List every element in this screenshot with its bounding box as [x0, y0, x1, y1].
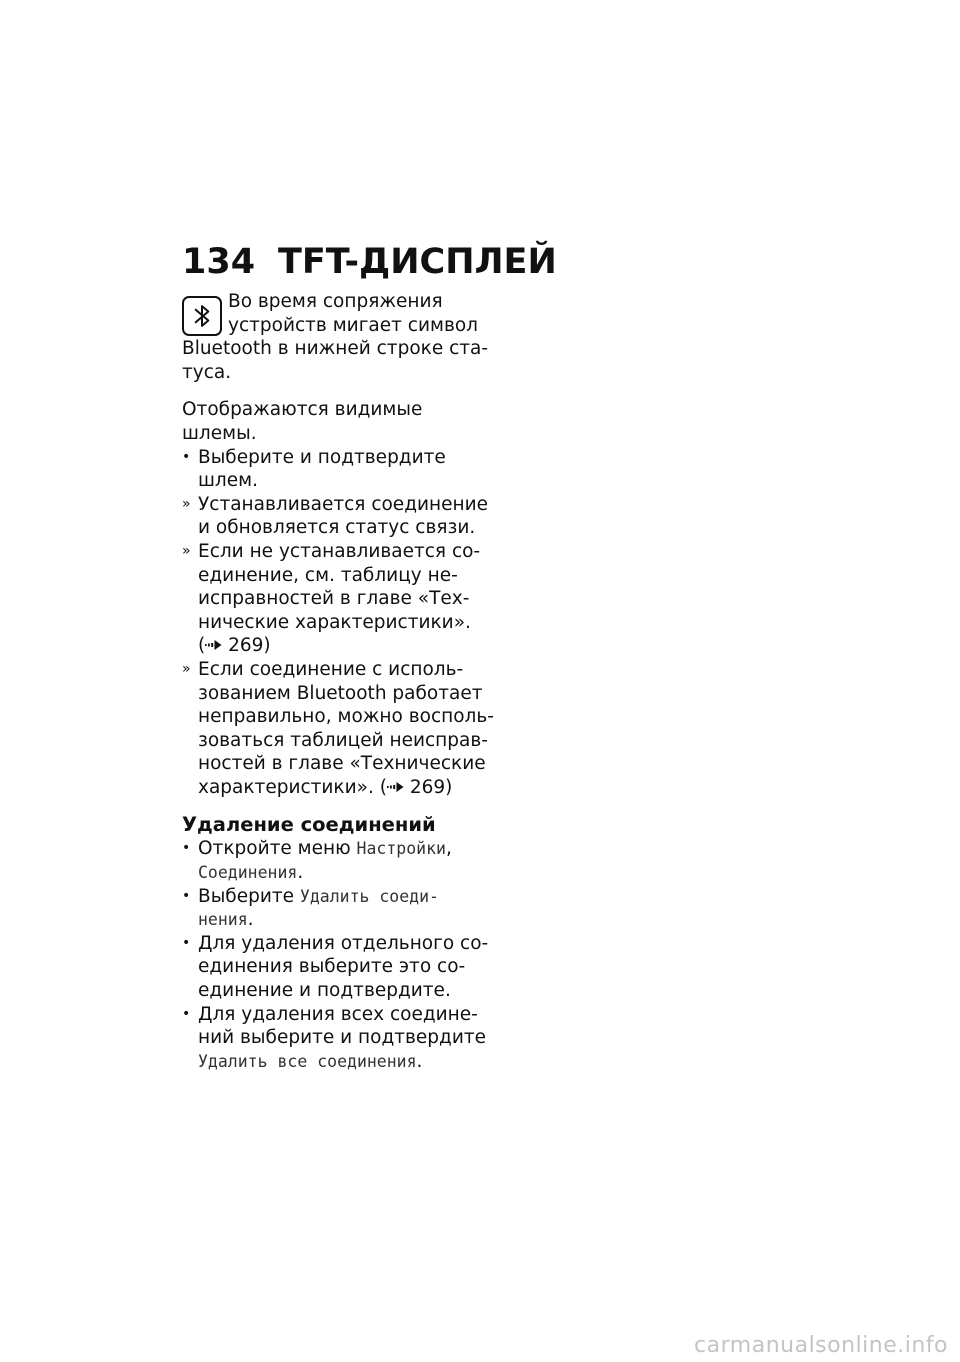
page-ref-arrow-icon: [205, 639, 222, 651]
step-line: ностей в главе «Технические: [198, 753, 486, 775]
result-marker: »: [182, 660, 191, 677]
result-bluetooth-malfunction: [182, 658, 494, 800]
bullet-marker: •: [182, 1005, 191, 1022]
step-line: единение и подтвердите.: [198, 980, 451, 1002]
step-line: зованием Bluetooth работает: [198, 682, 483, 704]
page-ref-number: 269): [409, 776, 453, 798]
ref-open-paren: (: [198, 635, 206, 657]
step-line: Для удаления отдельного со-: [198, 932, 489, 954]
step-text: .: [297, 862, 304, 884]
intro-line-3: Bluetooth в нижней строке ста-: [182, 338, 489, 360]
intro-paragraph: [182, 290, 489, 384]
result-connection-failed: [182, 540, 481, 658]
step-select-delete: [182, 885, 450, 932]
result-marker: »: [182, 495, 191, 512]
page-number: 134: [182, 242, 256, 282]
ref-lead-text: характеристики». (: [198, 776, 387, 798]
page-reference[interactable]: [198, 776, 453, 800]
step-text: Выберите: [198, 885, 300, 907]
visible-helmets-paragraph: [182, 398, 450, 445]
page-content: [182, 290, 494, 1073]
watermark: carmanualsonline.info: [694, 1333, 948, 1358]
step-text: ,: [445, 838, 452, 860]
para2-line-2: шлемы.: [182, 422, 257, 444]
bullet-marker: •: [182, 840, 191, 857]
step-text: .: [416, 1050, 423, 1072]
menu-item-delete-connections: Удалить соеди-: [299, 886, 439, 906]
result-connection-established: [182, 493, 488, 540]
step-delete-single: [182, 932, 489, 1003]
page-ref-arrow-icon: [387, 781, 404, 793]
page-reference[interactable]: [198, 634, 450, 658]
bluetooth-glyph: [184, 298, 220, 334]
step-line: Устанавливается соединение: [198, 493, 488, 515]
step-line: Выберите и подтвердите: [198, 446, 446, 468]
step-line: [198, 1050, 450, 1074]
page-title: TFT-ДИСПЛЕЙ: [278, 242, 557, 282]
menu-path-connections: Соединения: [198, 863, 298, 883]
step-line: Если соединение с исполь-: [198, 658, 464, 680]
step-line: единения выберите это со-: [198, 956, 466, 978]
bluetooth-icon: [182, 296, 222, 336]
step-line: нические характеристики».: [198, 611, 471, 633]
step-text: .: [247, 909, 254, 931]
step-delete-all: [182, 1003, 487, 1074]
step-line: [198, 837, 450, 861]
intro-line-4: туса.: [182, 361, 232, 383]
step-line: исправностей в главе «Тех-: [198, 588, 470, 610]
step-text: Откройте меню: [198, 838, 357, 860]
step-line: Если не устанавливается со-: [198, 540, 481, 562]
step-line: [198, 861, 450, 885]
section-heading-delete-connections: Удаление соединений: [182, 813, 436, 837]
step-open-menu: [182, 837, 450, 884]
page-ref-number: 269): [228, 635, 271, 657]
bullet-marker: •: [182, 887, 191, 904]
step-line: неправильно, можно восполь-: [198, 706, 494, 728]
page-header: [182, 240, 557, 284]
step-line: ний выберите и подтвердите: [198, 1027, 487, 1049]
step-line: [198, 885, 450, 909]
step-line: [198, 908, 450, 932]
menu-path-settings: Настройки: [356, 839, 446, 859]
para2-line-1: Отображаются видимые: [182, 399, 423, 421]
bullet-marker: •: [182, 448, 191, 465]
step-line: зоваться таблицей неисправ-: [198, 729, 488, 751]
menu-item-delete-all-connections: Удалить все соединения: [198, 1051, 417, 1071]
menu-item-delete-connections-cont: нения: [198, 910, 248, 930]
step-select-helmet: [182, 446, 450, 493]
step-line: Для удаления всех соедине-: [198, 1003, 478, 1025]
step-line: и обновляется статус связи.: [198, 517, 476, 539]
intro-line-1: Во время сопряжения: [228, 291, 443, 312]
step-line: единение, см. таблицу не-: [198, 564, 458, 586]
bullet-marker: •: [182, 934, 191, 951]
result-marker: »: [182, 542, 191, 559]
intro-line-2: устройств мигает символ: [228, 314, 478, 336]
step-line: шлем.: [198, 470, 258, 492]
